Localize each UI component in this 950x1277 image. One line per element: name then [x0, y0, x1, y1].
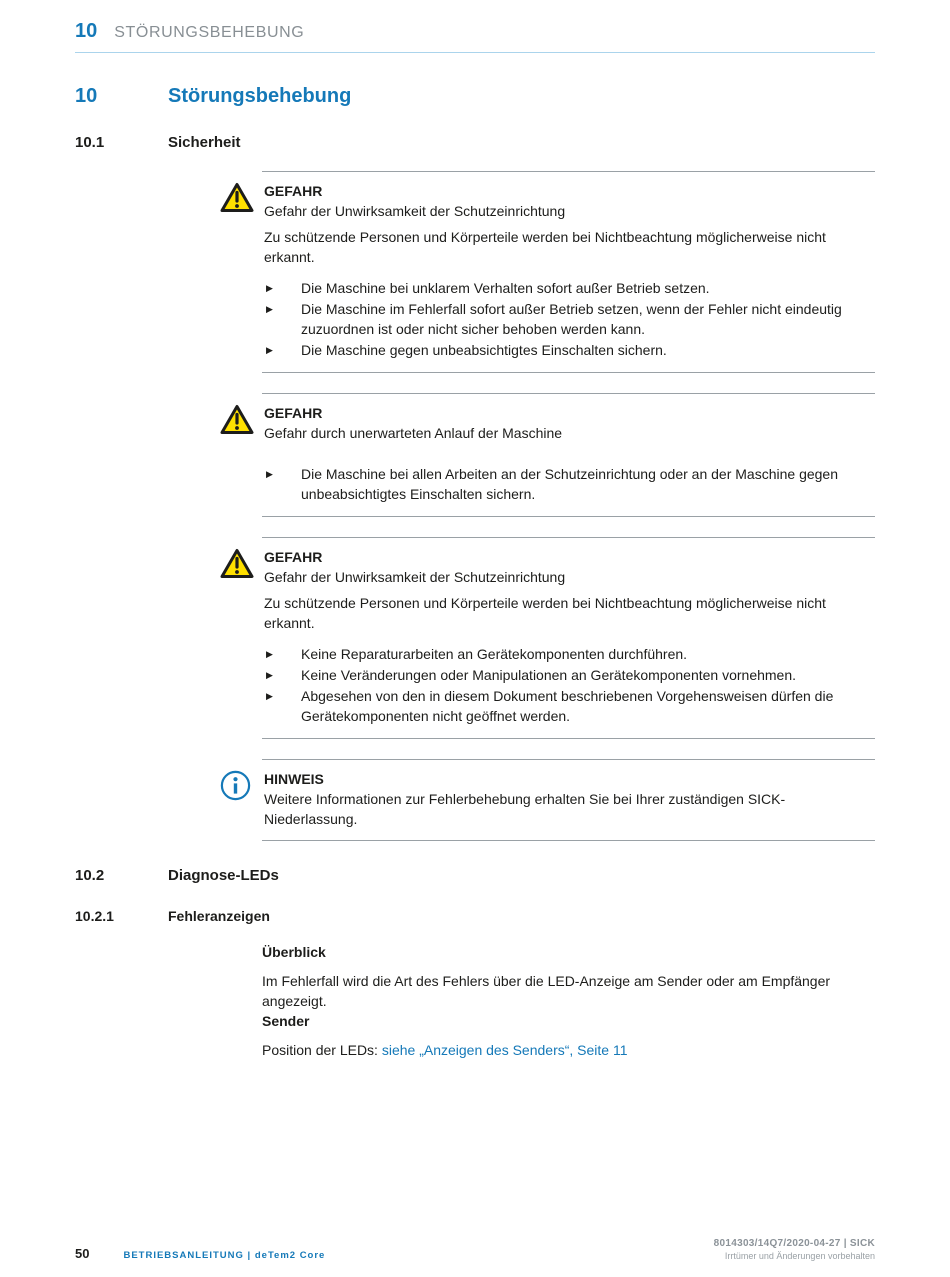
section-heading-fehleranzeigen	[0, 908, 950, 924]
document-disclaimer: Irrtümer und Änderungen vorbehalten	[724, 1251, 875, 1261]
warning-triangle-icon	[220, 548, 254, 579]
action-text: Die Maschine im Fehlerfall sofort außer Betrieb setzen, wenn der Fehler nicht eindeutig zuzuordnen ist oder nicht sicher behoben werden kann.	[301, 301, 842, 337]
chapter-title: Störungsbehebung	[168, 85, 352, 107]
overview-block	[262, 942, 875, 1060]
action-item	[264, 340, 873, 360]
danger-subtitle: Gefahr durch unerwarteten Anlauf der Maschine	[264, 425, 563, 441]
footer-left	[75, 1246, 325, 1261]
document-label: BETRIEBSANLEITUNG | deTem2 Core	[123, 1250, 326, 1261]
action-item	[264, 464, 873, 504]
info-icon	[220, 770, 254, 801]
bullet-arrow-icon: ▶	[266, 469, 273, 479]
action-item	[264, 665, 873, 685]
bullet-arrow-icon: ▶	[266, 649, 273, 659]
section-number-safety: 10.1	[75, 134, 105, 151]
section-heading-diagnose	[0, 867, 950, 884]
page-footer	[75, 1238, 875, 1261]
running-header-chapter-title: STÖRUNGSBEHEBUNG	[114, 24, 305, 41]
note-body: Weitere Informationen zur Fehlerbehebung erhalten Sie bei Ihrer zuständigen SICK-Niederlassung.	[264, 791, 786, 827]
danger-action-list	[264, 278, 873, 360]
running-header	[0, 0, 950, 43]
danger-body: Zu schützende Personen und Körperteile werden bei Nichtbeachtung möglicherweise nicht erkannt.	[264, 595, 826, 631]
action-item	[264, 686, 873, 726]
danger-box-1	[262, 171, 875, 373]
note-label: HINWEIS	[264, 771, 324, 787]
warning-triangle-icon	[220, 404, 254, 435]
running-header-chapter-number: 10	[75, 20, 98, 42]
action-text: Keine Reparaturarbeiten an Gerätekomponenten durchführen.	[301, 646, 688, 662]
danger-action-list	[264, 644, 873, 726]
bullet-arrow-icon: ▶	[266, 304, 273, 314]
action-text: Keine Veränderungen oder Manipulationen an Gerätekomponenten vornehmen.	[301, 667, 797, 683]
section-title-diagnose: Diagnose-LEDs	[168, 867, 279, 884]
bullet-arrow-icon: ▶	[266, 691, 273, 701]
bullet-arrow-icon: ▶	[266, 670, 273, 680]
warning-triangle-icon	[220, 182, 254, 213]
section-number-diagnose: 10.2	[75, 867, 105, 884]
danger-body: Zu schützende Personen und Körperteile werden bei Nichtbeachtung möglicherweise nicht erkannt.	[264, 229, 826, 265]
danger-label: GEFAHR	[264, 183, 323, 199]
document-id: 8014303/14Q7/2020-04-27 | SICK	[713, 1238, 875, 1249]
chapter-number: 10	[75, 85, 98, 107]
action-text: Die Maschine gegen unbeabsichtigtes Einschalten sichern.	[301, 342, 667, 358]
section-title-safety: Sicherheit	[168, 134, 241, 151]
danger-label: GEFAHR	[264, 405, 323, 421]
section-heading-safety	[0, 134, 950, 151]
chapter-heading	[0, 85, 950, 108]
action-item	[264, 278, 873, 298]
action-text: Die Maschine bei unklarem Verhalten sofort außer Betrieb setzen.	[301, 280, 710, 296]
overview-heading: Überblick	[262, 944, 326, 960]
section-number-fehleranzeigen: 10.2.1	[75, 908, 114, 924]
action-text: Abgesehen von den in diesem Dokument beschriebenen Vorgehensweisen dürfen die Gerätekomponenten nicht geöffnet werden.	[301, 688, 834, 724]
note-box	[262, 759, 875, 841]
danger-action-list	[264, 464, 873, 504]
action-text: Die Maschine bei allen Arbeiten an der Schutzeinrichtung oder an der Maschine gegen unbeabsichtigtes Einschalten sichern.	[301, 466, 839, 502]
section-title-fehleranzeigen: Fehleranzeigen	[168, 908, 270, 924]
sender-text-prefix: Position der LEDs:	[262, 1042, 382, 1058]
sender-cross-reference-link[interactable]: siehe „Anzeigen des Senders“, Seite 11	[381, 1042, 628, 1058]
action-item	[264, 644, 873, 664]
header-divider	[75, 52, 875, 53]
overview-text: Im Fehlerfall wird die Art des Fehlers über die LED-Anzeige am Sender oder am Empfänger angezeigt.	[262, 973, 831, 1009]
danger-subtitle: Gefahr der Unwirksamkeit der Schutzeinrichtung	[264, 569, 566, 585]
page-number: 50	[75, 1246, 90, 1261]
danger-subtitle: Gefahr der Unwirksamkeit der Schutzeinrichtung	[264, 203, 566, 219]
bullet-arrow-icon: ▶	[266, 345, 273, 355]
bullet-arrow-icon: ▶	[266, 283, 273, 293]
sender-led-position-line	[262, 1040, 875, 1060]
danger-box-3	[262, 537, 875, 739]
sender-heading: Sender	[262, 1013, 310, 1029]
action-item	[264, 299, 873, 339]
danger-box-2	[262, 393, 875, 517]
danger-label: GEFAHR	[264, 549, 323, 565]
footer-right	[714, 1238, 875, 1261]
